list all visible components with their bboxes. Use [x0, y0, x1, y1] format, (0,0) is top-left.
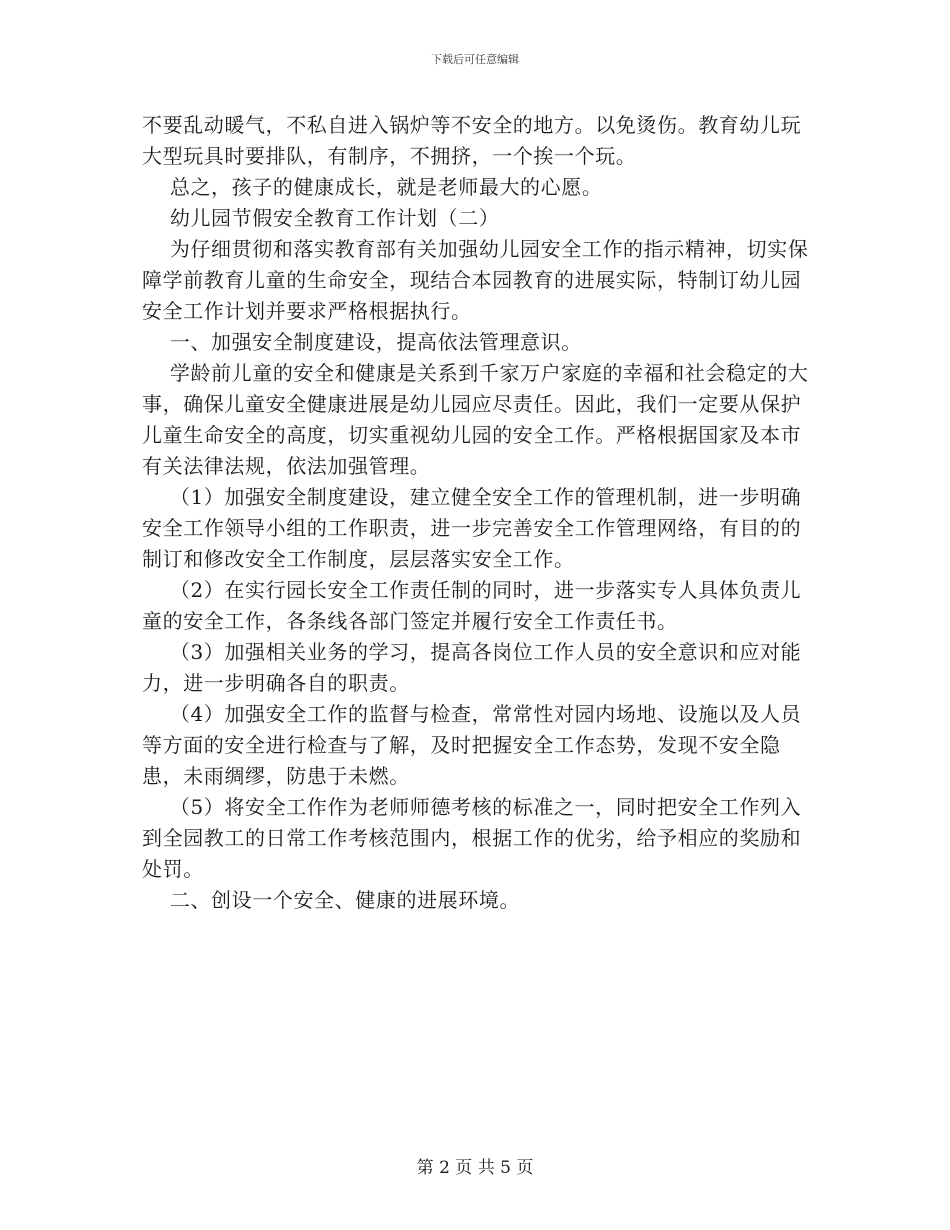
page-header: 下载后可任意编辑 — [431, 53, 519, 66]
paragraph: 为仔细贯彻和落实教育部有关加强幼儿园安全工作的指示精神，切实保障学前教育儿童的生命安全，现结合本园教育的进展实际，特制订幼儿园安全工作计划并要求严格根据执行。 — [142, 237, 809, 323]
section-title: 幼儿园节假安全教育工作计划（二） — [142, 206, 500, 230]
section-heading: 一、加强安全制度建设，提高依法管理意识。 — [142, 330, 582, 354]
list-item: （5）将安全工作作为老师师德考核的标准之一，同时把安全工作列入到全园教工的日常工作考核范围内，根据工作的优劣，给予相应的奖励和处罚。 — [142, 795, 802, 881]
paragraph: 不要乱动暖气，不私自进入锅炉等不安全的地方。以免烫伤。教育幼儿玩大型玩具时要排队，有制序，不拥挤，一个挨一个玩。 — [142, 113, 802, 168]
document-body — [142, 110, 810, 916]
page-number: 第 2 页 共 5 页 — [416, 1158, 534, 1178]
paragraph: 学龄前儿童的安全和健康是关系到千家万户家庭的幸福和社会稳定的大事，确保儿童安全健康进展是幼儿园应尽责任。因此，我们一定要从保护儿童生命安全的高度，切实重视幼儿园的安全工作。严格根据国家及本市有关法律法规，依法加强管理。 — [142, 361, 809, 478]
list-item: （4）加强安全工作的监督与检查，常常性对园内场地、设施以及人员等方面的安全进行检查与了解，及时把握安全工作态势，发现不安全隐患，未雨绸缪，防患于未燃。 — [142, 702, 802, 788]
paragraph: 总之，孩子的健康成长，就是老师最大的心愿。 — [142, 175, 603, 199]
list-item: （2）在实行园长安全工作责任制的同时，进一步落实专人具体负责儿童的安全工作，各条线各部门签定并履行安全工作责任书。 — [142, 578, 802, 633]
list-item: （3）加强相关业务的学习，提高各岗位工作人员的安全意识和应对能力，进一步明确各自的职责。 — [142, 640, 802, 695]
list-item: （1）加强安全制度建设，建立健全安全工作的管理机制，进一步明确安全工作领导小组的工作职责，进一步完善安全工作管理网络，有目的的制订和修改安全工作制度，层层落实安全工作。 — [142, 485, 802, 571]
section-heading: 二、创设一个安全、健康的进展环境。 — [142, 888, 521, 912]
